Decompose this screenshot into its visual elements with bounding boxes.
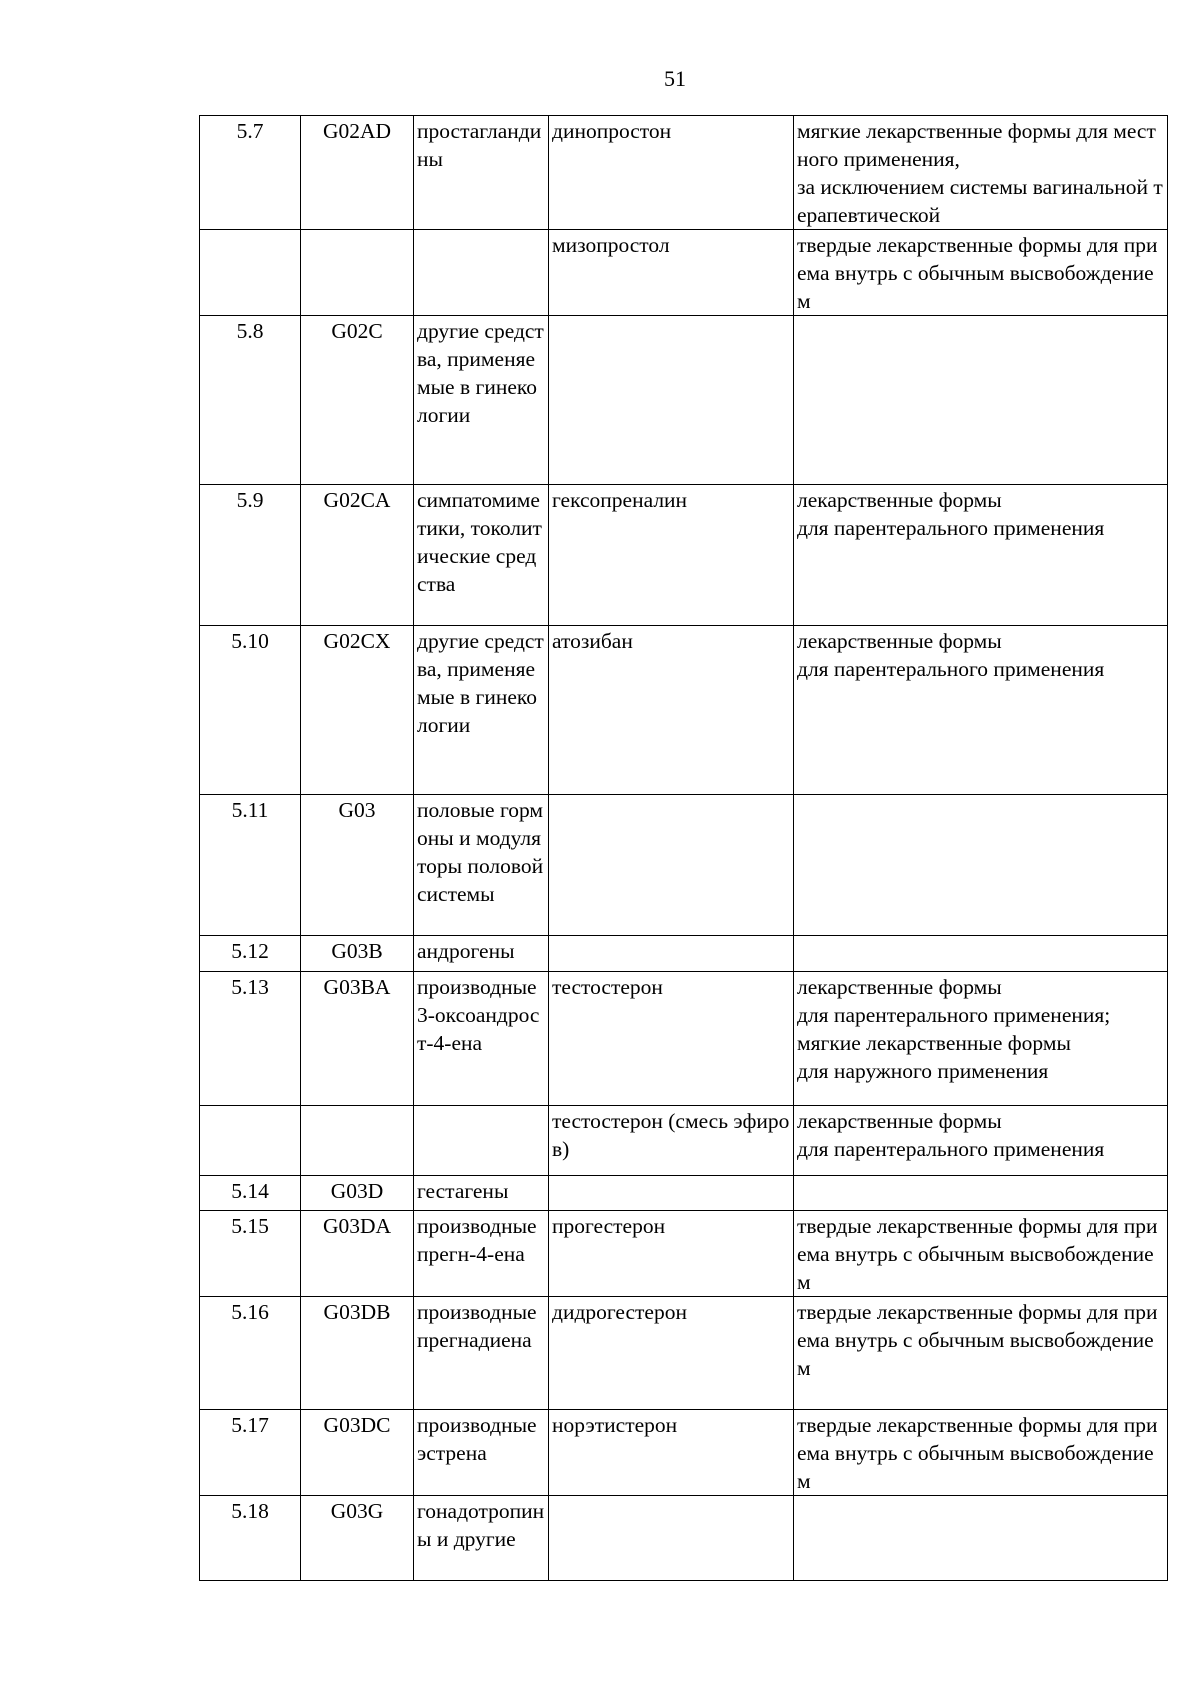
group-name: другие средства, применяемые в гинекологии — [414, 626, 549, 795]
row-number: 5.18 — [200, 1496, 301, 1581]
atc-code: G03D — [301, 1176, 414, 1211]
row-number: 5.15 — [200, 1211, 301, 1297]
table-row — [200, 230, 1168, 316]
drug-name — [549, 316, 794, 485]
group-name: другие средства, применяемые в гинекологии — [414, 316, 549, 485]
dosage-form: мягкие лекарственные формы для местного применения, за исключением системы вагинальной терапевтической — [794, 116, 1168, 230]
row-number — [200, 1106, 301, 1176]
dosage-form: твердые лекарственные формы для приема внутрь с обычным высвобождением — [794, 230, 1168, 316]
table-row — [200, 936, 1168, 972]
atc-code — [301, 230, 414, 316]
table-row — [200, 795, 1168, 936]
table-row — [200, 626, 1168, 795]
drug-name: норэтистерон — [549, 1410, 794, 1496]
atc-code: G03BA — [301, 972, 414, 1106]
table-row — [200, 1106, 1168, 1176]
drug-name: прогестерон — [549, 1211, 794, 1297]
drug-name: атозибан — [549, 626, 794, 795]
table-row — [200, 1297, 1168, 1410]
drug-name — [549, 795, 794, 936]
atc-code: G02CA — [301, 485, 414, 626]
row-number: 5.13 — [200, 972, 301, 1106]
drug-name: тестостерон (смесь эфиров) — [549, 1106, 794, 1176]
group-name: андрогены — [414, 936, 549, 972]
dosage-form — [794, 1176, 1168, 1211]
drug-name — [549, 936, 794, 972]
atc-code: G02AD — [301, 116, 414, 230]
atc-code: G03DB — [301, 1297, 414, 1410]
table-row — [200, 1496, 1168, 1581]
row-number: 5.17 — [200, 1410, 301, 1496]
group-name: производные прегнадиена — [414, 1297, 549, 1410]
dosage-form: твердые лекарственные формы для приема внутрь с обычным высвобождением — [794, 1410, 1168, 1496]
table-row — [200, 485, 1168, 626]
group-name: симпатомиметики, токолитические средства — [414, 485, 549, 626]
dosage-form: твердые лекарственные формы для приема внутрь с обычным высвобождением — [794, 1211, 1168, 1297]
dosage-form: твердые лекарственные формы для приема внутрь с обычным высвобождением — [794, 1297, 1168, 1410]
drug-name: дидрогестерон — [549, 1297, 794, 1410]
atc-code — [301, 1106, 414, 1176]
row-number: 5.14 — [200, 1176, 301, 1211]
drug-name: мизопростол — [549, 230, 794, 316]
dosage-form: лекарственные формы для парентерального применения — [794, 485, 1168, 626]
dosage-form: лекарственные формы для парентерального применения; мягкие лекарственные формы для наружного применения — [794, 972, 1168, 1106]
row-number — [200, 230, 301, 316]
group-name: простагландины — [414, 116, 549, 230]
group-name: половые гормоны и модуляторы половой системы — [414, 795, 549, 936]
dosage-form: лекарственные формы для парентерального применения — [794, 626, 1168, 795]
group-name: производные эстрена — [414, 1410, 549, 1496]
atc-code: G03DC — [301, 1410, 414, 1496]
atc-code: G03G — [301, 1496, 414, 1581]
drug-name: динопростон — [549, 116, 794, 230]
atc-code: G02CX — [301, 626, 414, 795]
group-name: производные 3-оксоандрост-4-ена — [414, 972, 549, 1106]
dosage-form — [794, 795, 1168, 936]
row-number: 5.7 — [200, 116, 301, 230]
row-number: 5.8 — [200, 316, 301, 485]
atc-code: G02C — [301, 316, 414, 485]
dosage-form — [794, 1496, 1168, 1581]
group-name — [414, 230, 549, 316]
drug-name: тестостерон — [549, 972, 794, 1106]
group-name: гестагены — [414, 1176, 549, 1211]
atc-code: G03DA — [301, 1211, 414, 1297]
table-row — [200, 316, 1168, 485]
table-row — [200, 116, 1168, 230]
row-number: 5.16 — [200, 1297, 301, 1410]
drug-name — [549, 1496, 794, 1581]
row-number: 5.10 — [200, 626, 301, 795]
group-name: гонадотропины и другие — [414, 1496, 549, 1581]
page-number: 51 — [664, 66, 686, 91]
drug-name: гексопреналин — [549, 485, 794, 626]
table-row — [200, 972, 1168, 1106]
group-name — [414, 1106, 549, 1176]
drug-table — [199, 115, 1168, 1581]
dosage-form — [794, 936, 1168, 972]
dosage-form: лекарственные формы для парентерального применения — [794, 1106, 1168, 1176]
table-row — [200, 1211, 1168, 1297]
row-number: 5.9 — [200, 485, 301, 626]
table-row — [200, 1410, 1168, 1496]
row-number: 5.11 — [200, 795, 301, 936]
group-name: производные прегн-4-ена — [414, 1211, 549, 1297]
table-row — [200, 1176, 1168, 1211]
dosage-form — [794, 316, 1168, 485]
row-number: 5.12 — [200, 936, 301, 972]
atc-code: G03 — [301, 795, 414, 936]
drug-name — [549, 1176, 794, 1211]
atc-code: G03B — [301, 936, 414, 972]
